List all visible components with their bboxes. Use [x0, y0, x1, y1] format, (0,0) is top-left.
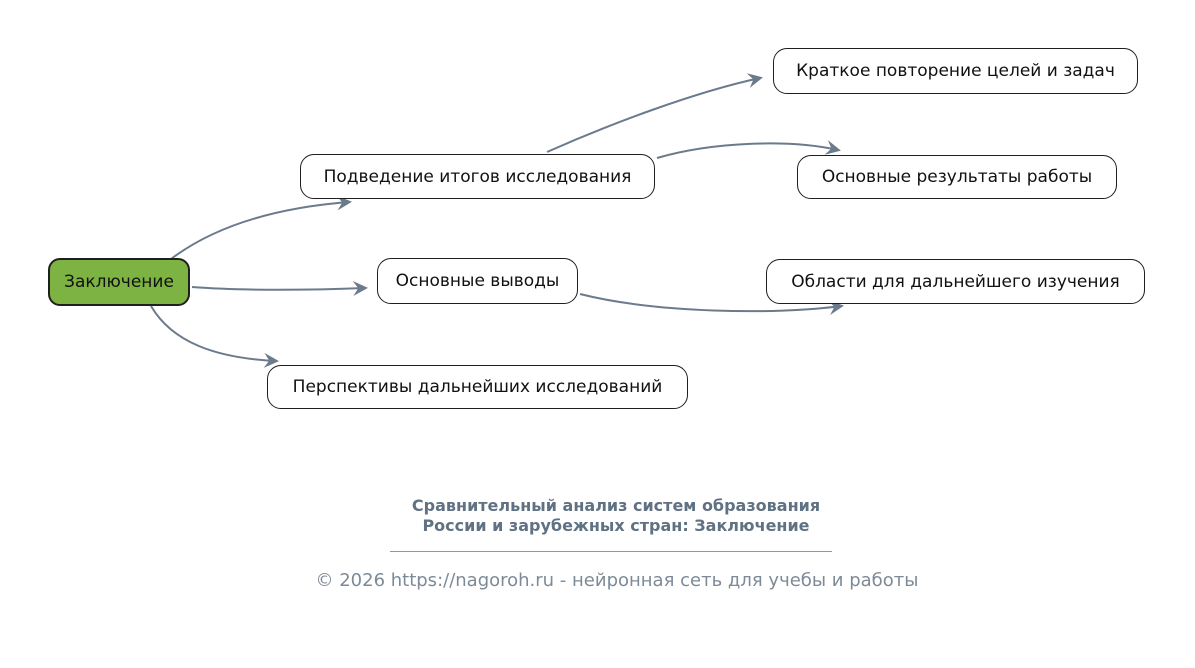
node-osnovnye-rezultaty: Основные результаты работы — [797, 155, 1117, 199]
edge-root-to-vyvody — [192, 287, 365, 290]
edge-podvedenie-to-kratkoe — [547, 78, 760, 152]
node-osnovnye-vyvody: Основные выводы — [377, 258, 578, 304]
edge-root-to-perspektivy — [151, 306, 276, 361]
node-kratkoe-povtorenie: Краткое повторение целей и задач — [773, 48, 1138, 94]
footer-title — [316, 496, 916, 536]
node-zakljuchenie: Заключение — [48, 258, 190, 306]
footer-divider — [390, 551, 832, 552]
footer-title-line1: Сравнительный анализ систем образования — [411, 496, 821, 515]
node-podvedenie-itogov: Подведение итогов исследования — [300, 154, 655, 199]
footer-copyright: © 2026 https://nagoroh.ru - нейронная сеть для учебы и работы — [315, 570, 919, 591]
node-oblasti-izuchenija: Области для дальнейшего изучения — [766, 259, 1145, 304]
node-perspektivy-issledovanij: Перспективы дальнейших исследований — [267, 365, 688, 409]
footer-title-line2: России и зарубежных стран: Заключение — [422, 516, 810, 535]
edge-root-to-podvedenie — [171, 202, 349, 259]
